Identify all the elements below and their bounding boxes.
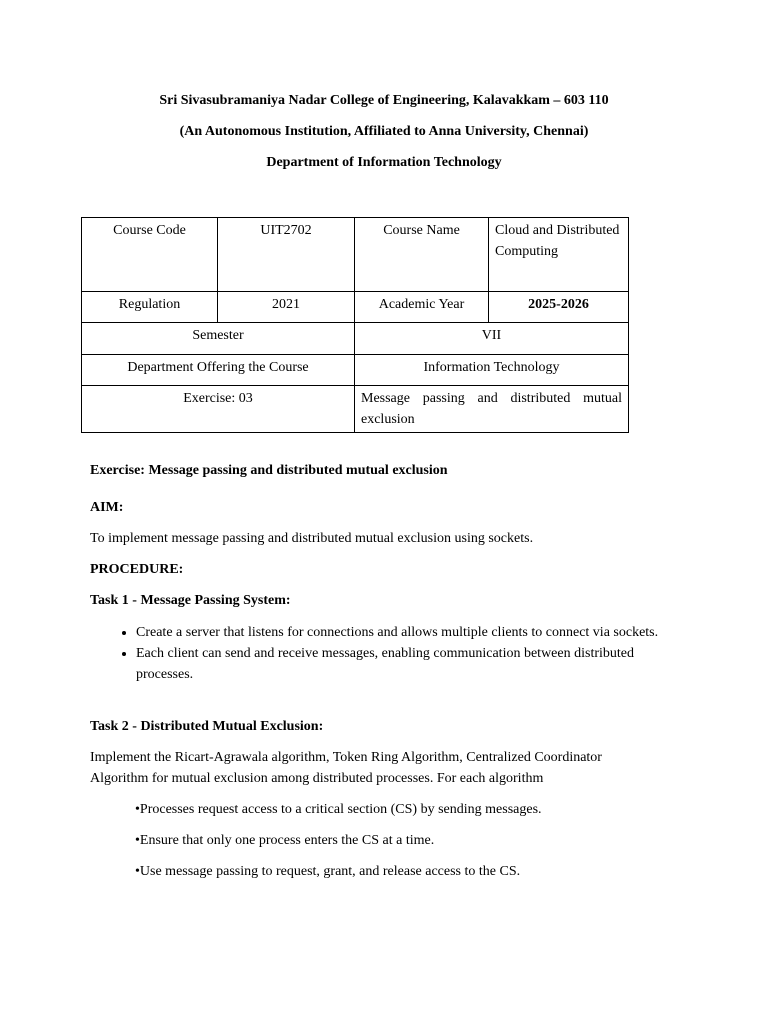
table-row	[82, 292, 629, 323]
affiliation-line: (An Autonomous Institution, Affiliated to Anna University, Chennai)	[179, 124, 589, 139]
academic-year-value: 2025-2026	[489, 292, 629, 323]
task2-heading: Task 2 - Distributed Mutual Exclusion:	[90, 719, 324, 734]
task1-bullet-list	[90, 622, 736, 685]
regulation-label: Regulation	[82, 292, 218, 323]
table-row	[82, 355, 629, 386]
course-name-label: Course Name	[355, 218, 489, 292]
list-item: • Create a server that listens for connections and allows multiple clients to connect via sockets.	[136, 622, 671, 643]
task1-heading: Task 1 - Message Passing System:	[90, 593, 291, 608]
course-code-value: UIT2702	[218, 218, 355, 292]
regulation-value: 2021	[218, 292, 355, 323]
table-row	[82, 323, 629, 355]
course-info-table	[81, 217, 629, 433]
department-title: Department of Information Technology	[266, 155, 502, 170]
task2-point: •Processes request access to a critical section (CS) by sending messages.	[135, 802, 542, 817]
aim-heading: AIM:	[90, 500, 124, 515]
college-name: Sri Sivasubramaniya Nadar College of Engineering, Kalavakkam – 603 110	[159, 93, 609, 108]
table-row	[82, 386, 629, 433]
course-name-value: Cloud and Distributed Computing	[489, 218, 629, 292]
aim-text: To implement message passing and distributed mutual exclusion using sockets.	[90, 531, 534, 546]
procedure-heading: PROCEDURE:	[90, 562, 184, 577]
exercise-label: Exercise: 03	[82, 386, 355, 433]
table-row	[82, 218, 629, 292]
dept-offering-label: Department Offering the Course	[82, 355, 355, 386]
academic-year-label: Academic Year	[355, 292, 489, 323]
course-code-label: Course Code	[82, 218, 218, 292]
task2-intro: Implement the Ricart-Agrawala algorithm, Token Ring Algorithm, Centralized Coordinator Algorithm for mutual exclusion among distributed processes. For each algorithm	[90, 750, 602, 786]
list-item: • Each client can send and receive messages, enabling communication between distributed processes.	[136, 643, 681, 685]
exercise-value: Message passing and distributed mutual exclusion	[355, 386, 629, 433]
exercise-title: Exercise: Message passing and distributed mutual exclusion	[90, 463, 448, 478]
task2-point: •Ensure that only one process enters the CS at a time.	[135, 833, 435, 848]
semester-value: VII	[355, 323, 629, 355]
semester-label: Semester	[82, 323, 355, 355]
task2-point: •Use message passing to request, grant, and release access to the CS.	[135, 864, 521, 879]
dept-offering-value: Information Technology	[355, 355, 629, 386]
